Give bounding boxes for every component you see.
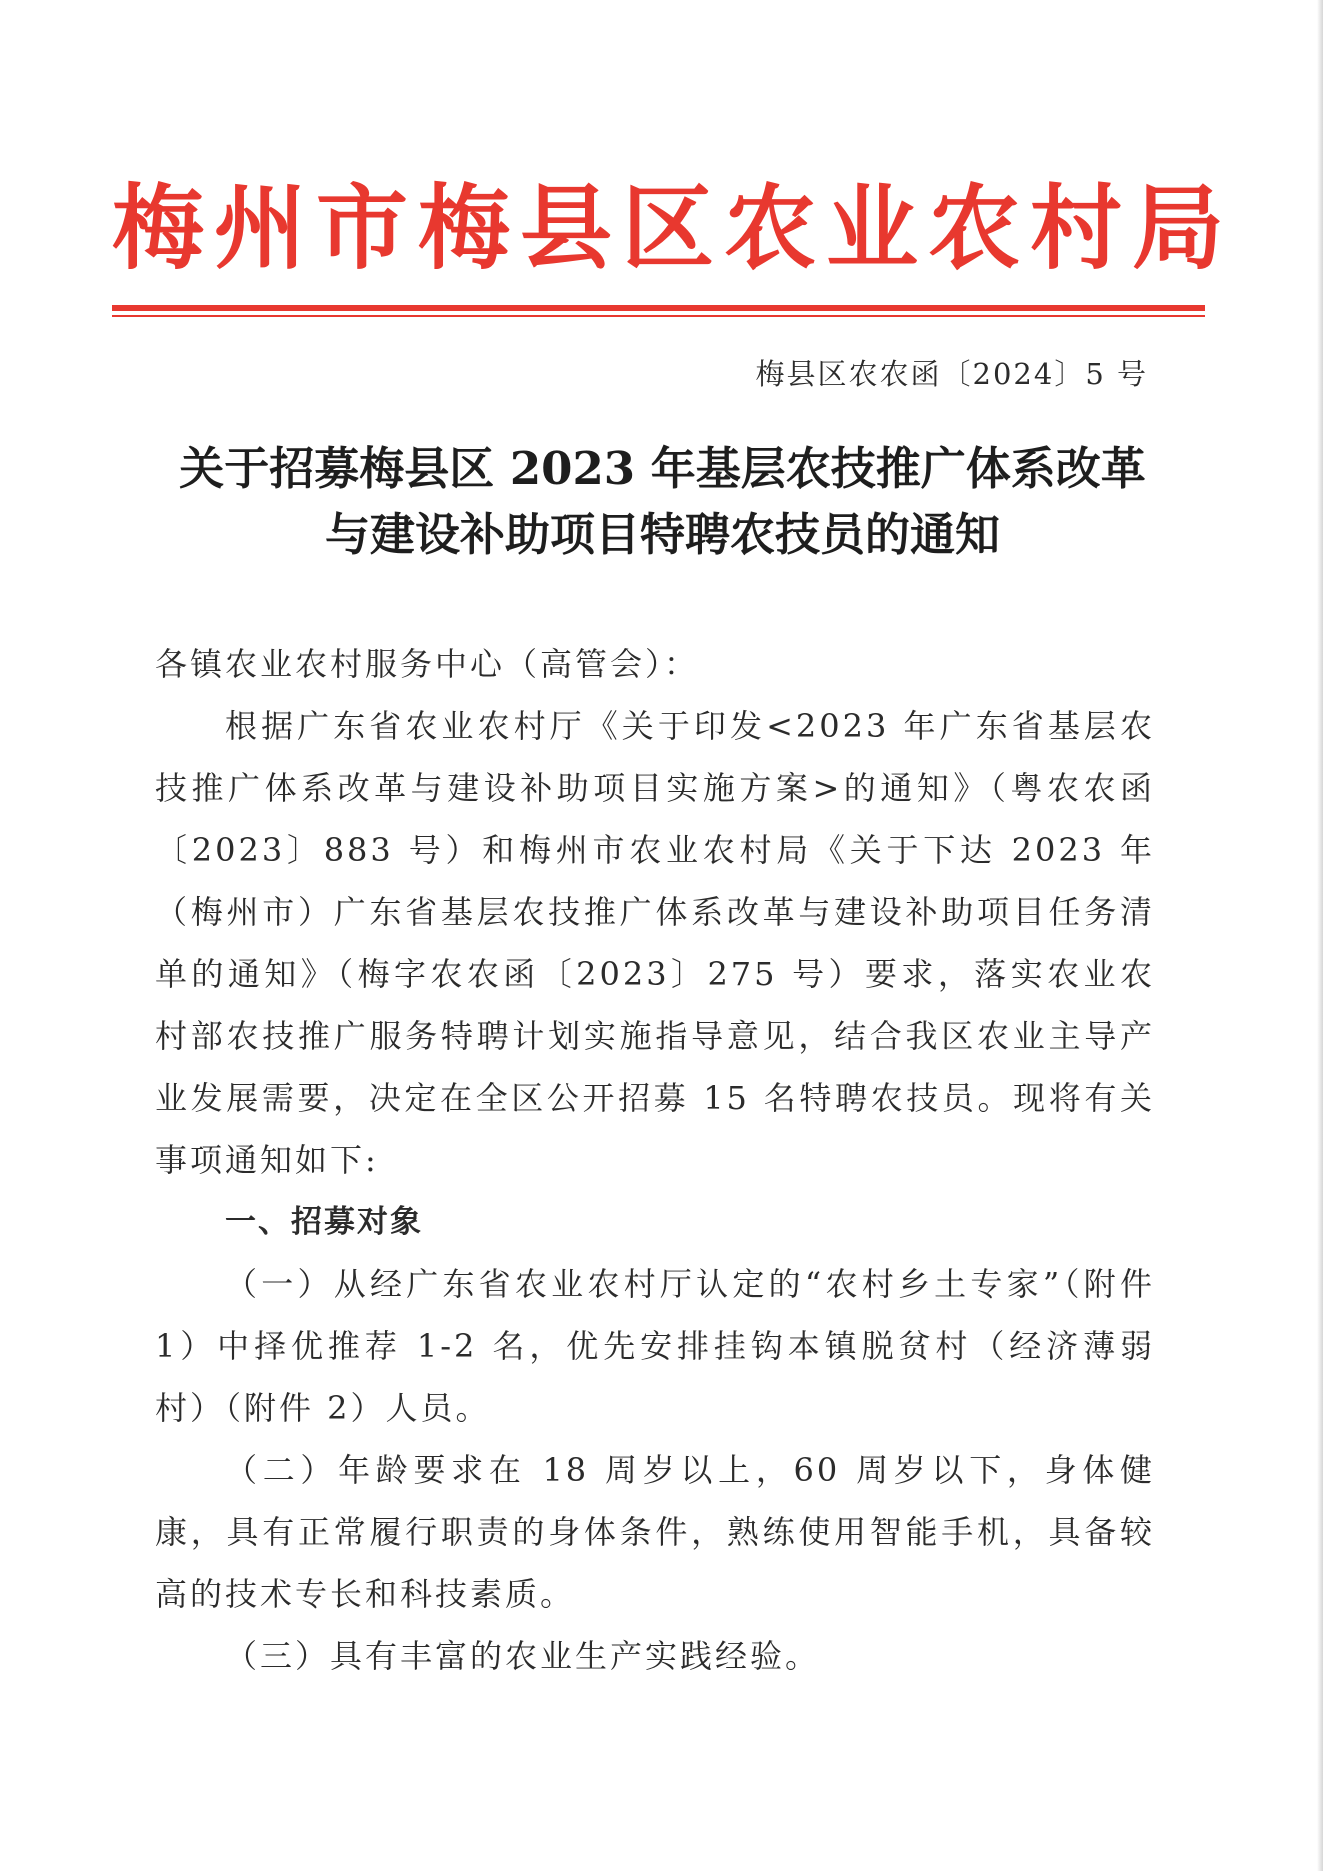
section-item-3: （三）具有丰富的农业生产实践经验。 [225,1637,821,1675]
addressee: 各镇农业农村服务中心（高管会）： [155,645,700,683]
header-red-rule-thick [112,305,1205,311]
document-title-line-2: 与建设补助项目特聘农技员的通知 [324,508,1000,561]
intro-paragraph: 根据广东省农业农村厅《关于印发<2023 年广东省基层农技推广体系改革与建设补助项目实施方案>的通知》（粤农农函〔2023〕883 号）和梅州市农业农村局《关于下达 2023 年（梅州市）广东省基层农技推广体系改革与建设补助项目任务清单的通知》（梅字农农函〔2023〕275 号）要求，落实农业农村部农技推广服务特聘计划实施指导意见，结合我区农业主导产业发展需要，决定在全区公开招募 15 名特聘农技员。现将有关事项通知如下: [155,707,1155,1179]
document-body [155,633,1155,1687]
section-item-2: （二）年龄要求在 18 周岁以上，60 周岁以下，身体健康，具有正常履行职责的身体条件，熟练使用智能手机，具备较高的技术专长和科技素质。 [155,1451,1155,1613]
header-red-rule-thin [112,315,1205,317]
section-item-1: （一）从经广东省农业农村厅认定的“农村乡土专家”（附件 1）中择优推荐 1-2 名，优先安排挂钩本镇脱贫村（经济薄弱村）（附件 2）人员。 [155,1265,1155,1427]
agency-header-title: 梅州市梅县区农业农村局 [112,174,1235,282]
document-title-line-1: 关于招募梅县区 2023 年基层农技推广体系改革 [179,442,1146,495]
document-title [140,436,1185,568]
section-heading-recruitment-targets: 一、招募对象 [225,1204,423,1240]
page-edge-shadow [1317,0,1323,1871]
document-number: 梅县区农农函〔2024〕5 号 [755,357,1148,391]
